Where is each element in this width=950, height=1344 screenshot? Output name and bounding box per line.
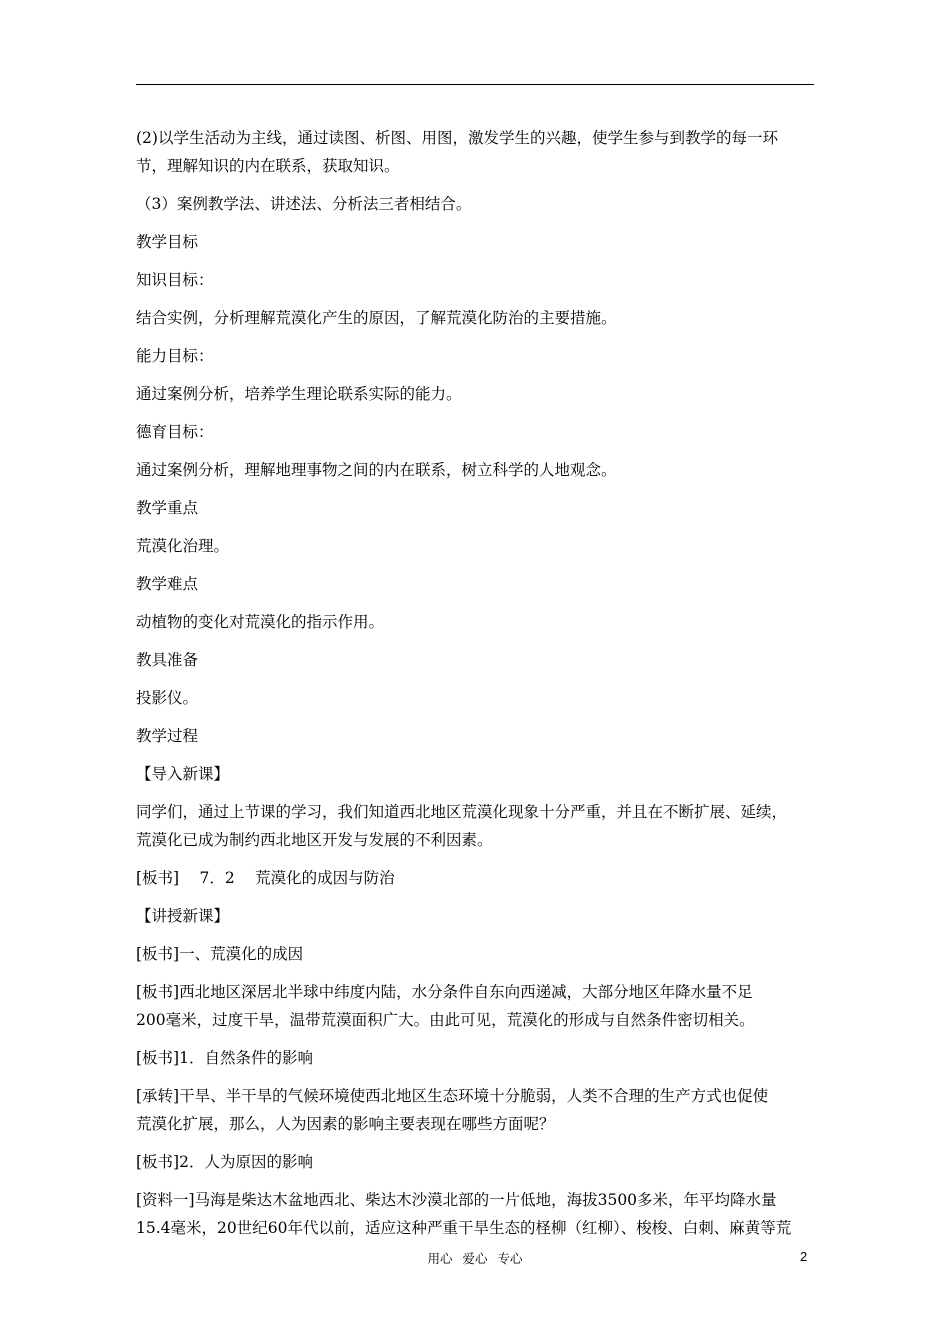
paragraph [136,684,826,712]
paragraph [136,1044,826,1072]
paragraph [136,798,826,854]
text-line: 知识目标： [136,271,214,289]
text-line: 【讲授新课】 [136,907,230,925]
text-line: 15.4毫米，20世纪60年代以前，适应这种严重干旱生态的柽柳（红柳）、梭梭、白刺、麻黄等荒 [136,1219,792,1237]
paragraph [136,608,826,636]
header-rule [136,84,814,85]
paragraph-gap [136,892,826,902]
page-number: 2 [800,1249,808,1264]
paragraph [136,760,826,788]
paragraph-gap [136,750,826,760]
text-line: (2)以学生活动为主线，通过读图、析图、用图，激发学生的兴趣，使学生参与到教学的每一环 [136,129,778,147]
paragraph [136,570,826,598]
paragraph-gap [136,968,826,978]
paragraph [136,266,826,294]
paragraph-gap [136,522,826,532]
text-line: 通过案例分析，培养学生理论联系实际的能力。 [136,385,462,403]
paragraph-gap [136,598,826,608]
paragraph [136,494,826,522]
paragraph [136,418,826,446]
paragraph [136,646,826,674]
paragraph-gap [136,1138,826,1148]
text-line: [板书]西北地区深居北半球中纬度内陆，水分条件自东向西递减，大部分地区年降水量不足 [136,983,753,1001]
paragraph [136,1186,826,1242]
text-line: 荒漠化扩展，那么，人为因素的影响主要表现在哪些方面呢？ [136,1115,555,1133]
paragraph-gap [136,332,826,342]
paragraph [136,532,826,560]
text-line: [板书] 7．2 荒漠化的成因与防治 [136,869,395,887]
paragraph [136,978,826,1034]
text-line: [板书]1．自然条件的影响 [136,1049,313,1067]
text-line: 教学目标 [136,233,199,251]
text-line: [承转]干旱、半干旱的气候环境使西北地区生态环境十分脆弱，人类不合理的生产方式也促使 [136,1087,769,1105]
text-line: 通过案例分析，理解地理事物之间的内在联系，树立科学的人地观念。 [136,461,617,479]
paragraph-gap [136,446,826,456]
paragraph [136,304,826,332]
text-line: [资料一]马海是柴达木盆地西北、柴达木沙漠北部的一片低地，海拔3500多米，年平均降水量 [136,1191,777,1209]
footer-motto: 用心 爱心 专心 [427,1251,523,1266]
paragraph [136,864,826,892]
text-line: 【导入新课】 [136,765,230,783]
text-line: 节，理解知识的内在联系，获取知识。 [136,157,400,175]
paragraph [136,228,826,256]
paragraph-gap [136,1034,826,1044]
text-line: 教具准备 [136,651,199,669]
text-line: 投影仪。 [136,689,199,707]
paragraph-gap [136,370,826,380]
paragraph [136,722,826,750]
paragraph-gap [136,408,826,418]
paragraph-gap [136,484,826,494]
paragraph [136,940,826,968]
text-line: [板书]2．人为原因的影响 [136,1153,313,1171]
paragraph-gap [136,788,826,798]
paragraph [136,342,826,370]
paragraph-gap [136,636,826,646]
document-body [136,124,826,1242]
paragraph [136,902,826,930]
text-line: 荒漠化已成为制约西北地区开发与发展的不利因素。 [136,831,493,849]
text-line: 能力目标： [136,347,214,365]
text-line: 教学过程 [136,727,199,745]
paragraph-gap [136,218,826,228]
text-line: 结合实例，分析理解荒漠化产生的原因，了解荒漠化防治的主要措施。 [136,309,617,327]
paragraph-gap [136,854,826,864]
paragraph-gap [136,1072,826,1082]
paragraph-gap [136,1176,826,1186]
paragraph [136,124,826,180]
paragraph-gap [136,674,826,684]
text-line: 200毫米，过度干旱，温带荒漠面积广大。由此可见，荒漠化的形成与自然条件密切相关。 [136,1011,755,1029]
paragraph [136,1148,826,1176]
paragraph-gap [136,180,826,190]
paragraph-gap [136,930,826,940]
paragraph [136,1082,826,1138]
paragraph-gap [136,560,826,570]
text-line: （3）案例教学法、讲述法、分析法三者相结合。 [136,195,472,213]
text-line: [板书]一、荒漠化的成因 [136,945,304,963]
paragraph [136,190,826,218]
paragraph [136,456,826,484]
text-line: 同学们，通过上节课的学习，我们知道西北地区荒漠化现象十分严重，并且在不断扩展、延续， [136,803,788,821]
paragraph-gap [136,712,826,722]
text-line: 教学难点 [136,575,199,593]
text-line: 教学重点 [136,499,199,517]
text-line: 德育目标： [136,423,214,441]
text-line: 动植物的变化对荒漠化的指示作用。 [136,613,385,631]
paragraph [136,380,826,408]
paragraph-gap [136,256,826,266]
paragraph-gap [136,294,826,304]
text-line: 荒漠化治理。 [136,537,230,555]
